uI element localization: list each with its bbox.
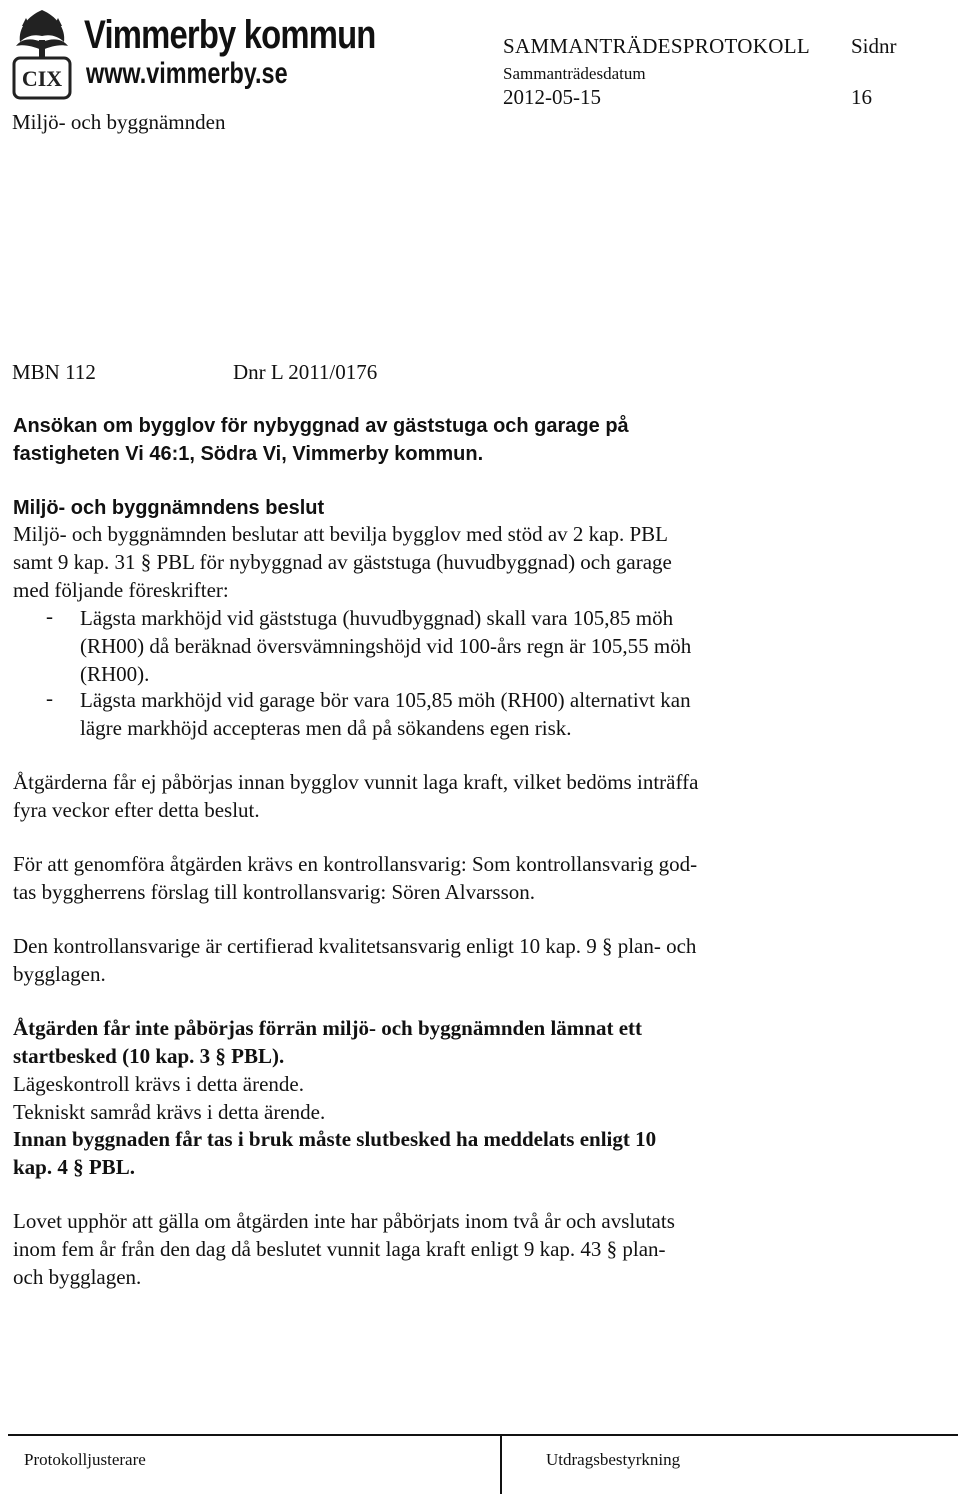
decision-text-line: tas byggherrens förslag till kontrollansvarig: Sören Alvarsson. — [13, 880, 535, 904]
document-title: SAMMANTRÄDESPROTOKOLL — [503, 34, 810, 58]
footer-rule — [8, 1434, 958, 1436]
condition-line: lägre markhöjd accepteras men då på sökandens egen risk. — [80, 716, 572, 740]
final-inspection-line: kap. 4 § PBL. — [13, 1155, 135, 1179]
condition-line: Lägsta markhöjd vid gäststuga (huvudbyggnad) skall vara 105,85 möh — [80, 606, 674, 630]
footer-divider — [500, 1434, 502, 1494]
decision-text-line: bygglagen. — [13, 962, 106, 986]
case-title-line-2: fastigheten Vi 46:1, Södra Vi, Vimmerby kommun. — [13, 443, 484, 465]
municipal-crest-logo — [8, 6, 76, 104]
meeting-date-label: Sammanträdesdatum — [503, 64, 646, 83]
decision-text-line: och bygglagen. — [13, 1265, 142, 1289]
crest-text: CIX — [21, 66, 63, 91]
decision-text-line: För att genomföra åtgärden krävs en kontrollansvarig: Som kontrollansvarig god- — [13, 852, 698, 876]
decision-text-line: inom fem år från den dag då beslutet vunnit laga kraft enligt 9 kap. 43 § plan- — [13, 1237, 666, 1261]
condition-line: Lägsta markhöjd vid garage bör vara 105,85 möh (RH00) alternativt kan — [80, 688, 691, 712]
decision-text-line: Lovet upphör att gälla om åtgärden inte har påbörjats inom två år och avslutats — [13, 1209, 675, 1233]
decision-text-line: med följande föreskrifter: — [13, 578, 229, 602]
page-number-label: Sidnr — [851, 34, 897, 58]
final-inspection-line: Innan byggnaden får tas i bruk måste slutbesked ha meddelats enligt 10 — [13, 1127, 657, 1151]
decision-text-line: Tekniskt samråd krävs i detta ärende. — [13, 1100, 326, 1124]
decision-text-line: fyra veckor efter detta beslut. — [13, 798, 260, 822]
decision-text-line: Den kontrollansvarige är certifierad kvalitetsansvarig enligt 10 kap. 9 § plan- och — [13, 934, 697, 958]
decision-text-line: samt 9 kap. 31 § PBL för nybyggnad av gäststuga (huvudbyggnad) och garage — [13, 550, 672, 574]
condition-line: (RH00). — [80, 662, 150, 686]
committee-name: Miljö- och byggnämnden — [12, 110, 226, 134]
meeting-date: 2012-05-15 — [503, 85, 601, 109]
decision-heading: Miljö- och byggnämndens beslut — [13, 497, 325, 519]
bullet-marker: - — [46, 686, 53, 710]
decision-text-line: Lägeskontroll krävs i detta ärende. — [13, 1072, 304, 1096]
bullet-marker: - — [46, 604, 53, 628]
brand-url: www.vimmerby.se — [86, 57, 288, 90]
paragraph-number: MBN 112 — [12, 360, 96, 384]
start-notice-line: Åtgärden får inte påbörjas förrän miljö- och byggnämnden lämnat ett — [13, 1016, 642, 1040]
page-number: 16 — [851, 85, 872, 109]
decision-text-line: Miljö- och byggnämnden beslutar att bevilja bygglov med stöd av 2 kap. PBL — [13, 522, 668, 546]
brand-name: Vimmerby kommun — [84, 13, 376, 57]
case-number: Dnr L 2011/0176 — [233, 360, 378, 384]
extract-certification-label: Utdragsbestyrkning — [546, 1450, 681, 1469]
adjuster-signature-label: Protokolljusterare — [24, 1450, 146, 1469]
condition-line: (RH00) då beräknad översvämningshöjd vid 100-års regn är 105,55 möh — [80, 634, 692, 658]
start-notice-line: startbesked (10 kap. 3 § PBL). — [13, 1044, 285, 1068]
case-title-line-1: Ansökan om bygglov för nybyggnad av gäststuga och garage på — [13, 415, 629, 437]
decision-text-line: Åtgärderna får ej påbörjas innan bygglov vunnit laga kraft, vilket bedöms inträffa — [13, 770, 699, 794]
